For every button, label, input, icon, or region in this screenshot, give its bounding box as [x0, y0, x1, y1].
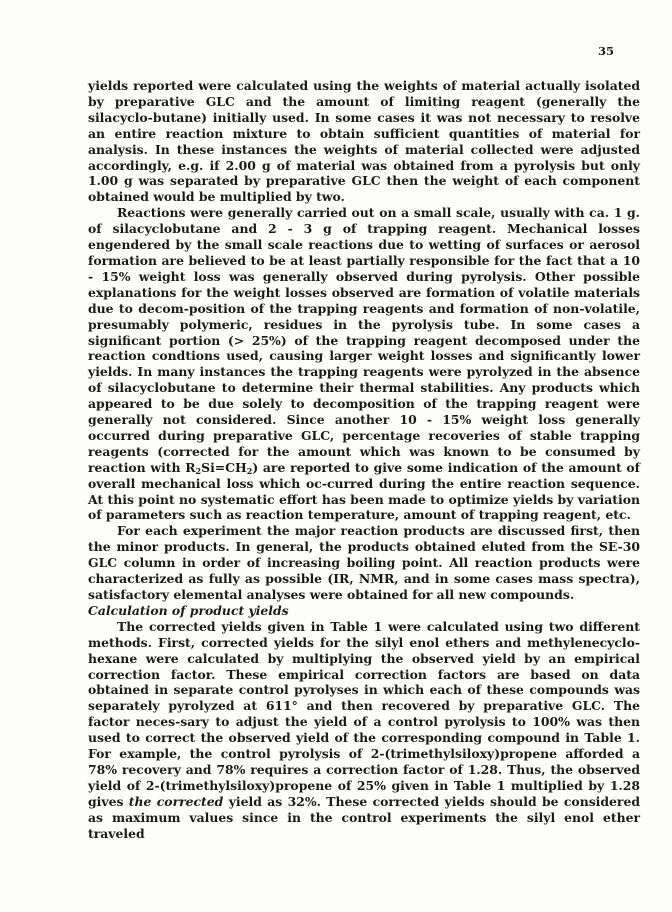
paragraph-major-products: For each experiment the major reaction products are discussed first, then the minor products. In general, the products obtained eluted from the SE-30 GLC column in order of increasing boiling point. All reaction products were characterized as fully as possible (IR, NMR, and in some cases mass spectra), satisfactory elemental analyses were obtained for all new compounds. — [88, 523, 640, 602]
paragraph-reactions-scale — [88, 205, 640, 523]
paragraph-yields-reported: yields reported were calculated using the weights of material actually isolated by preparative GLC and the amount of limiting reagent (generally the silacyclo-butane) initially used. In some cases it was not necessary to resolve an entire reaction mixture to obtain sufficient quantities of material for analysis. In these instances the weights of material collected were adjusted accordingly, e.g. if 2.00 g of material was obtained from a pyrolysis but only 1.00 g was separated by preparative GLC then the weight of each component obtained would be multiplied by two. — [88, 78, 640, 205]
paragraph-corrected-yields — [88, 619, 640, 842]
formula-subscript: 2 — [246, 465, 253, 476]
paragraph-text-after-formula: ) are reported to give some indication of the amount of overall mechanical loss which oc-curred during the entire reaction sequence. At this point no systematic effort has been made to optimize yields by variation of parameters such as reaction temperature, amount of trapping reagent, etc. — [88, 459, 640, 523]
paragraph-text-part: The corrected yields given in Table 1 were calculated using two different methods. First, corrected yields for the silyl enol ethers and methylenecyclo-hexane were calculated by multiplying the observed yield by an empirical correction factor. These empirical correction factors are based on data obtained in separate control pyrolyses in which each of these compounds was separately pyrolyzed at 611° and then recovered by preparative GLC. The factor neces-sary to adjust the yield of a control pyrolysis to 100% was then used to correct the observed yield of the corresponding compound in Table 1. For example, the control pyrolysis of 2-(trimethylsiloxy)propene afforded a 78% recovery and 78% requires a correction factor of 1.28. Thus, the observed yield of 2-(trimethylsiloxy)propene of 25% given in Table 1 multiplied by 1.28 gives — [88, 618, 640, 809]
paragraph-text-before-formula: Reactions were generally carried out on a small scale, usually with ca. 1 g. of silacyclobutane and 2 - 3 g of trapping reagent. Mechanical losses engendered by the small scale reactions due to wetting of surfaces or aerosol formation are believed to be at least partially responsible for the fact that a 10 - 15% weight loss was generally observed during pyrolysis. Other possible explanations for the weight losses observed are formation of volatile materials due to decom-position of the trapping reagents and formation of non-volatile, presumably polymeric, residues in the pyrolysis tube. In some cases a significant portion (> 25%) of the trapping reagent decomposed under the reaction condtions used, causing larger weight losses and significantly lower yields. In many instances the trapping reagents were pyrolyzed in the absence of silacyclobutane to determine their thermal stabilities. Any products which appeared to be due solely to decomposition of the trapping reagent were generally not considered. Since another 10 - 15% weight loss generally occurred during preparative GLC, percentage recoveries of stable trapping reagents (corrected for the amount which was known to be consumed by reaction with R — [88, 205, 640, 475]
section-heading: Calculation of product yields — [88, 602, 289, 618]
body-text — [88, 78, 640, 842]
italic-phrase: the corrected — [128, 793, 224, 809]
formula-subscript: 2 — [195, 465, 202, 476]
paragraph-text-part: yield as 32%. These corrected yields should be considered as maximum values since in the control experiments the silyl enol ether traveled — [88, 793, 641, 841]
formula-text: Si=CH — [201, 459, 247, 475]
page-number: 35 — [597, 44, 614, 58]
